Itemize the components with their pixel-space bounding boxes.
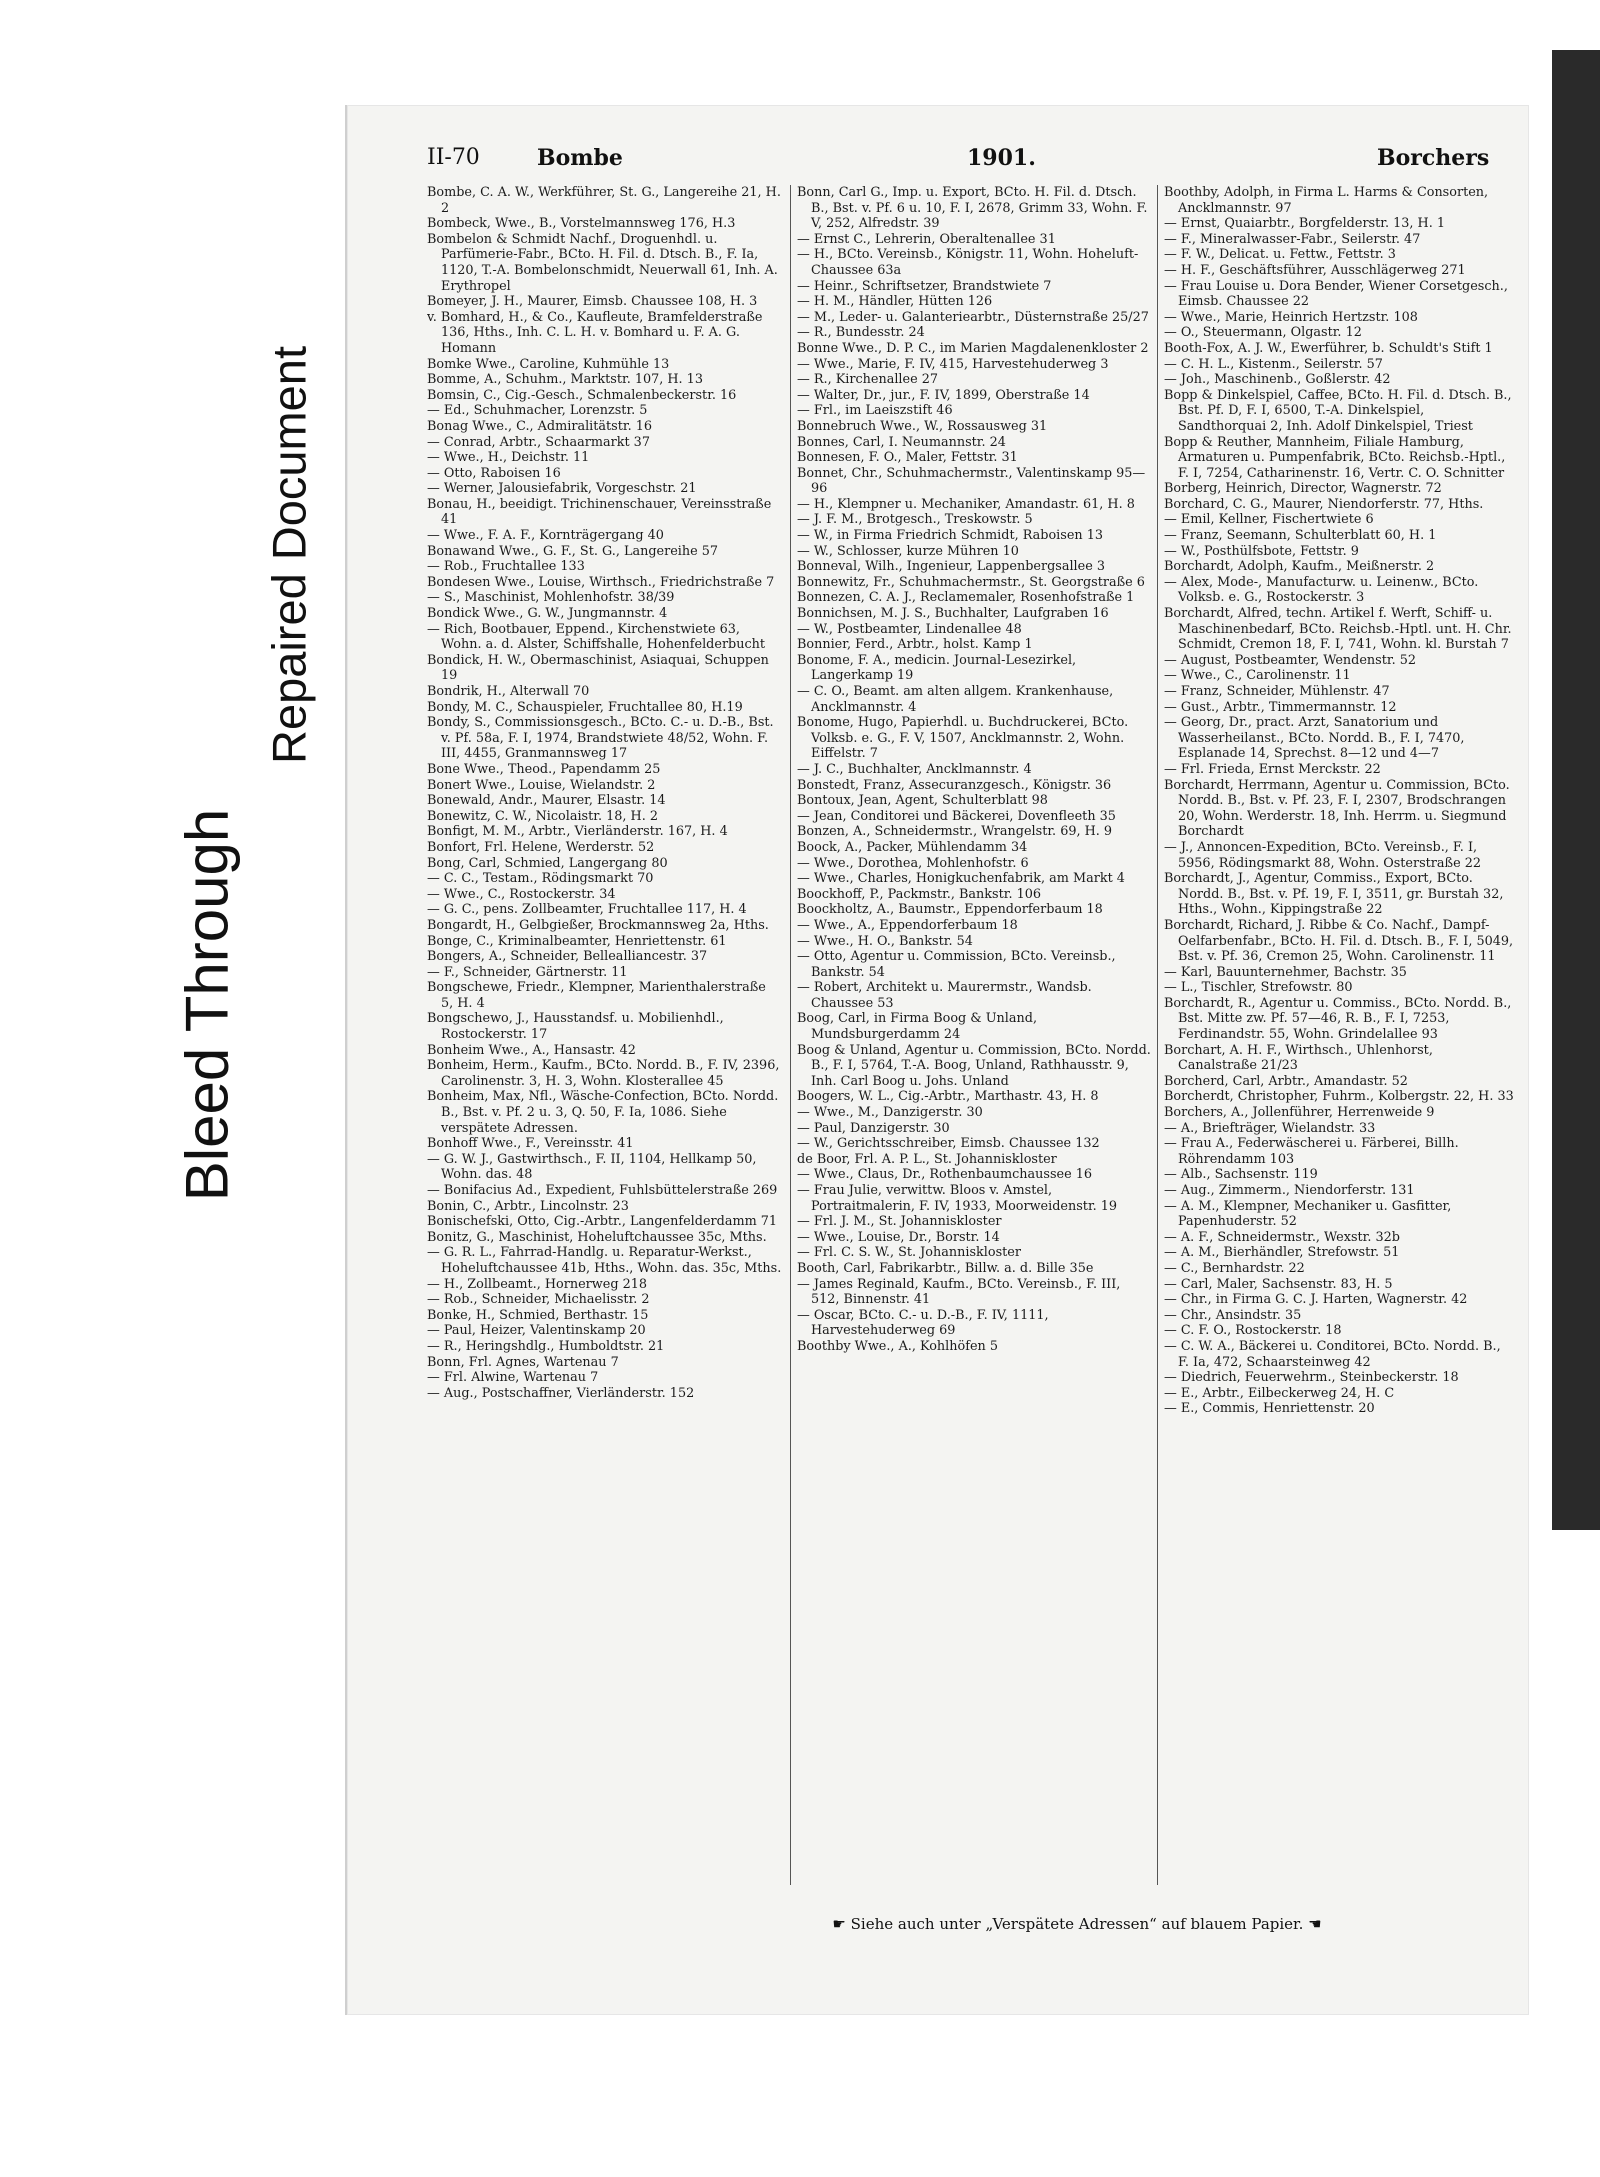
directory-entry: — Rob., Schneider, Michaelisstr. 2 (427, 1292, 650, 1308)
page-content (427, 145, 1514, 1975)
directory-entry: Bondick Wwe., G. W., Jungmannstr. 4 (427, 606, 668, 622)
directory-entry: — Rob., Fruchtallee 133 (427, 559, 585, 575)
directory-entry: — Alb., Sachsenstr. 119 (1164, 1167, 1318, 1183)
directory-entry: — L., Tischler, Strefowstr. 80 (1164, 980, 1353, 996)
directory-entry: Bonheim Wwe., A., Hansastr. 42 (427, 1042, 636, 1058)
directory-entry: — F. W., Delicat. u. Fettw., Fettstr. 3 (1164, 247, 1396, 263)
directory-entry: — A. F., Schneidermstr., Wexstr. 32b (1164, 1229, 1400, 1245)
directory-entry: — Werner, Jalousiefabrik, Vorgeschstr. 21 (427, 481, 697, 497)
directory-entry: — Wwe., H., Deichstr. 11 (427, 450, 590, 466)
directory-entry: — C., Bernhardstr. 22 (1164, 1260, 1305, 1276)
directory-entry: Boockholtz, A., Baumstr., Eppendorferbaum 18 (797, 902, 1103, 918)
directory-entry: Bonnebruch Wwe., W., Rossausweg 31 (797, 418, 1048, 434)
directory-entry: — Georg, Dr., pract. Arzt, Sanatorium und Wasserheilanst., BCto. Nordd. B., F. I, 7470, Esplanade 14, Sprechst. 8—12 und 4—7 (1164, 715, 1465, 762)
directory-entry: — Wwe., H. O., Bankstr. 54 (797, 933, 973, 949)
directory-entry: Bonstedt, Franz, Assecuranzgesch., Königstr. 36 (797, 777, 1112, 793)
directory-entry: Borchardt, Adolph, Kaufm., Meißnerstr. 2 (1164, 559, 1435, 575)
directory-entry: — F., Schneider, Gärtnerstr. 11 (427, 964, 628, 980)
directory-entry: — Paul, Danzigerstr. 30 (797, 1120, 950, 1136)
directory-entry: Bonitz, G., Maschinist, Hoheluftchaussee 35c, Mths. (427, 1229, 767, 1245)
directory-entry: Bonnewitz, Fr., Schuhmachermstr., St. Georgstraße 6 (797, 574, 1145, 590)
directory-entry: — C. F. O., Rostockerstr. 18 (1164, 1323, 1342, 1339)
directory-entry: Borchardt, R., Agentur u. Commiss., BCto. Nordd. B., Bst. Mitte zw. Pf. 57—46, R. B., F. I, 7253, Ferdinandstr. 55, Wohn. Grindelallee 93 (1164, 995, 1512, 1043)
directory-entry: — G. C., pens. Zollbeamter, Fruchtallee 117, H. 4 (427, 902, 747, 918)
bleed-through-label: Bleed Through (173, 808, 241, 1202)
directory-entry: Bondrik, H., Alterwall 70 (427, 684, 590, 699)
directory-entry: — Ernst C., Lehrerin, Oberaltenallee 31 (797, 231, 1056, 247)
directory-entry: — E., Arbtr., Eilbeckerweg 24, H. C (1164, 1385, 1395, 1401)
directory-entry: Borchardt, Alfred, techn. Artikel f. Werft, Schiff- u. Maschinenbedarf, BCto. Reichsb.-Hptl. unt. H. Chr. Schmidt, Cremon 18, F. I, 741, Wohn. kl. Burstah 7 (1164, 606, 1512, 653)
directory-entry: Bonheim, Herm., Kaufm., BCto. Nordd. B., F. IV, 2396, Carolinenstr. 3, H. 3, Wohn. Klosterallee 45 (427, 1058, 780, 1089)
directory-entry: Booth-Fox, A. J. W., Ewerführer, b. Schuldt's Stift 1 (1164, 340, 1493, 356)
directory-entry: — Franz, Seemann, Schulterblatt 60, H. 1 (1164, 528, 1437, 544)
directory-entry: Bonhoff Wwe., F., Vereinsstr. 41 (427, 1136, 634, 1152)
directory-entry: Bonnet, Chr., Schuhmachermstr., Valentinskamp 95—96 (797, 465, 1146, 497)
directory-entry: — Franz, Schneider, Mühlenstr. 47 (1164, 684, 1390, 699)
directory-entry: Bongardt, H., Gelbgießer, Brockmannsweg 2a, Hths. (427, 917, 769, 933)
directory-column-middle (790, 185, 1152, 1885)
directory-entry: — Wwe., Marie, F. IV, 415, Harvestehuderweg 3 (797, 356, 1109, 372)
directory-entry: Borchard, C. G., Maurer, Niendorferstr. 77, Hths. (1164, 496, 1484, 512)
directory-entry: Boothby, Adolph, in Firma L. Harms & Consorten, Ancklmannstr. 97 (1164, 185, 1489, 216)
directory-entry: Bonfort, Frl. Helene, Werderstr. 52 (427, 839, 655, 855)
repaired-document-label: Repaired Document (262, 346, 316, 764)
directory-entry: Borchardt, Richard, J. Ribbe & Co. Nachf., Dampf-Oelfarbenfabr., BCto. H. Fil. d. Dtsch. B., F. I, 5049, Bst. v. Pf. 36, Cremon 25, Wohn. Carolinenstr. 11 (1164, 917, 1514, 965)
directory-entry: Boogers, W. L., Cig.-Arbtr., Marthastr. 43, H. 8 (797, 1089, 1099, 1105)
directory-entry: — H., BCto. Vereinsb., Königstr. 11, Wohn. Hoheluft-Chaussee 63a (797, 247, 1139, 278)
header-left-catchword: Bombe (537, 145, 623, 171)
directory-entry: — Oscar, BCto. C.- u. D.-B., F. IV, 1111, Harvestehuderweg 69 (797, 1307, 1049, 1339)
directory-entry: — W., in Firma Friedrich Schmidt, Raboisen 13 (797, 528, 1104, 544)
directory-entry: Bone Wwe., Theod., Papendamm 25 (427, 761, 661, 777)
directory-entry: — Wwe., A., Eppendorferbaum 18 (797, 917, 1018, 933)
directory-entry: Borchardt, Herrmann, Agentur u. Commission, BCto. Nordd. B., Bst. v. Pf. 23, F. I, 2307, Brodschrangen 20, Wohn. Werderstr. 18, Inh. Herrm. u. Siegmund Borchardt (1164, 777, 1510, 840)
directory-entry: — F., Mineralwasser-Fabr., Seilerstr. 47 (1164, 231, 1421, 247)
directory-entry: — Frau Julie, verwittw. Bloos v. Amstel, Portraitmalerin, F. IV, 1933, Moorweidenstr. 19 (797, 1183, 1118, 1214)
directory-entry: — C. H. L., Kistenm., Seilerstr. 57 (1164, 356, 1383, 372)
directory-column-right (1157, 185, 1514, 1885)
directory-entry: — Frl., im Laeiszstift 46 (797, 403, 953, 419)
directory-entry: — Otto, Agentur u. Commission, BCto. Vereinsb., Bankstr. 54 (797, 949, 1116, 980)
directory-entry: — Ernst, Quaiarbtr., Borgfelderstr. 13, H. 1 (1164, 216, 1445, 232)
directory-entry: Bontoux, Jean, Agent, Schulterblatt 98 (797, 793, 1048, 809)
directory-entry: Bonag Wwe., C., Admiralitätstr. 16 (427, 418, 653, 434)
directory-entry: Bonischefski, Otto, Cig.-Arbtr., Langenfelderdamm 71 (427, 1214, 778, 1230)
directory-entry: Bonn, Carl G., Imp. u. Export, BCto. H. Fil. d. Dtsch. B., Bst. v. Pf. 6 u. 10, F. I, 2678, Grimm 33, Wohn. F. V, 252, Alfredstr. 39 (797, 185, 1148, 232)
directory-entry: Bonin, C., Arbtr., Lincolnstr. 23 (427, 1198, 629, 1214)
directory-entry: Boock, A., Packer, Mühlendamm 34 (797, 839, 1028, 855)
directory-entry: Borchardt, J., Agentur, Commiss., Export, BCto. Nordd. B., Bst. v. Pf. 19, F. I, 3511, gr. Burstah 32, Hths., Wohn., Kippingstraße 22 (1164, 871, 1504, 918)
directory-entry: — Alex, Mode-, Manufacturw. u. Leinenw., BCto. Volksb. e. G., Rostockerstr. 3 (1164, 574, 1479, 606)
directory-entry: Borchart, A. H. F., Wirthsch., Uhlenhorst, Canalstraße 21/23 (1164, 1042, 1433, 1074)
directory-entry: Bonnezen, C. A. J., Reclamemaler, Rosenhofstraße 1 (797, 590, 1135, 606)
directory-entry: Bongschewe, Friedr., Klempner, Marienthalerstraße 5, H. 4 (427, 980, 766, 1011)
directory-entry: Bonneval, Wilh., Ingenieur, Lappenbergsallee 3 (797, 559, 1106, 575)
directory-entry: Bombe, C. A. W., Werkführer, St. G., Langereihe 21, H. 2 (427, 185, 781, 216)
directory-entry: — Frau A., Federwäscherei u. Färberei, Billh. Röhrendamm 103 (1164, 1136, 1459, 1167)
directory-entry: — Wwe., C., Carolinenstr. 11 (1164, 668, 1351, 684)
page-number: II-70 (427, 145, 480, 170)
directory-entry: — Frl. C. S. W., St. Johanniskloster (797, 1245, 1021, 1261)
directory-entry: — A. M., Klempner, Mechaniker u. Gasfitter, Papenhuderstr. 52 (1164, 1198, 1452, 1230)
directory-entry: — Wwe., Dorothea, Mohlenhofstr. 6 (797, 855, 1029, 871)
directory-column-left (427, 185, 782, 1885)
directory-entry: — Frl. Alwine, Wartenau 7 (427, 1370, 599, 1386)
directory-entry: — Diedrich, Feuerwehrm., Steinbeckerstr. 18 (1164, 1370, 1459, 1386)
directory-entry: — C. C., Testam., Rödingsmarkt 70 (427, 871, 654, 887)
directory-entry: Bongschewo, J., Hausstandsf. u. Mobilienhdl., Rostockerstr. 17 (427, 1011, 724, 1043)
directory-entry: Bonnichsen, M. J. S., Buchhalter, Laufgraben 16 (797, 606, 1109, 622)
directory-entry: — Chr., Ansindstr. 35 (1164, 1307, 1302, 1323)
directory-entry: — Wwe., Louise, Dr., Borstr. 14 (797, 1229, 1000, 1245)
directory-entry: — R., Kirchenallee 27 (797, 372, 939, 388)
directory-entry: — H. M., Händler, Hütten 126 (797, 294, 993, 310)
directory-entry: Booth, Carl, Fabrikarbtr., Billw. a. d. Bille 35e (797, 1260, 1094, 1276)
directory-entry: — H., Klempner u. Mechaniker, Amandastr. 61, H. 8 (797, 496, 1135, 512)
directory-entry: Bongers, A., Schneider, Bellealliancestr. 37 (427, 949, 708, 965)
directory-entry: — W., Postbeamter, Lindenallee 48 (797, 621, 1022, 637)
directory-entry: — Gust., Arbtr., Timmermannstr. 12 (1164, 699, 1397, 715)
directory-entry: — S., Maschinist, Mohlenhofstr. 38/39 (427, 590, 675, 606)
scan-dark-edge (1552, 50, 1600, 1530)
directory-entry: — Heinr., Schriftsetzer, Brandstwiete 7 (797, 278, 1052, 294)
directory-entry: Bonn, Frl. Agnes, Wartenau 7 (427, 1354, 619, 1370)
directory-entry: — H., Zollbeamt., Hornerweg 218 (427, 1276, 648, 1292)
directory-entry: Bonome, Hugo, Papierhdl. u. Buchdruckerei, BCto. Volksb. e. G., F. V, 1507, Ancklmannstr. 2, Wohn. Eiffelstr. 7 (797, 715, 1129, 762)
directory-entry: Bomme, A., Schuhm., Marktstr. 107, H. 13 (427, 372, 703, 388)
directory-entry: Bomeyer, J. H., Maurer, Eimsb. Chaussee 108, H. 3 (427, 294, 758, 310)
directory-entry: — Frau Louise u. Dora Bender, Wiener Corsetgesch., Eimsb. Chaussee 22 (1164, 278, 1508, 310)
directory-entry: Bonnier, Ferd., Arbtr., holst. Kamp 1 (797, 637, 1033, 653)
directory-entry: — C. W. A., Bäckerei u. Conditorei, BCto. Nordd. B., F. Ia, 472, Schaarsteinweg 42 (1164, 1338, 1501, 1370)
directory-entry: — J. C., Buchhalter, Ancklmannstr. 4 (797, 761, 1032, 777)
directory-entry: Boockhoff, P., Packmstr., Bankstr. 106 (797, 886, 1042, 902)
directory-entry: Bondy, S., Commissionsgesch., BCto. C.- u. D.-B., Bst. v. Pf. 58a, F. I, 1974, Brandstwiete 48/52, Wohn. F. III, 4455, Granmannsweg 17 (427, 715, 774, 762)
directory-entry: — Rich, Bootbauer, Eppend., Kirchenstwiete 63, Wohn. a. d. Alster, Schiffshalle, Hohenfelderbucht (427, 621, 766, 653)
directory-entry: Bonke, H., Schmied, Berthastr. 15 (427, 1307, 649, 1323)
directory-entry: — Ed., Schuhmacher, Lorenzstr. 5 (427, 403, 648, 419)
directory-entry: Bonome, F. A., medicin. Journal-Lesezirkel, Langerkamp 19 (797, 652, 1077, 684)
directory-entry: — Robert, Architekt u. Maurermstr., Wandsb. Chaussee 53 (797, 980, 1092, 1011)
directory-entry: Boog & Unland, Agentur u. Commission, BCto. Nordd. B., F. I, 5764, T.-A. Boog, Unland, Rathhausstr. 9, Inh. Carl Boog u. Johs. Unland (797, 1042, 1151, 1089)
directory-entry: — O., Steuermann, Olgastr. 12 (1164, 325, 1362, 341)
directory-entry: Bomke Wwe., Caroline, Kuhmühle 13 (427, 356, 670, 372)
directory-entry: — Otto, Raboisen 16 (427, 465, 561, 481)
directory-entry: Bong, Carl, Schmied, Langergang 80 (427, 855, 668, 871)
directory-entry: Boog, Carl, in Firma Boog & Unland, Mundsburgerdamm 24 (797, 1011, 1038, 1043)
directory-entry: — Bonifacius Ad., Expedient, Fuhlsbüttelerstraße 269 (427, 1183, 778, 1198)
directory-entry: Bondy, M. C., Schauspieler, Fruchtallee 80, H.19 (427, 699, 743, 715)
directory-entry: — H. F., Geschäftsführer, Ausschlägerweg 271 (1164, 262, 1466, 278)
directory-entry: — Wwe., Marie, Heinrich Hertzstr. 108 (1164, 309, 1418, 325)
directory-entry: Bonawand Wwe., G. F., St. G., Langereihe 57 (427, 543, 719, 559)
directory-entry: — Joh., Maschinenb., Goßlerstr. 42 (1164, 372, 1391, 388)
directory-entry: — A., Briefträger, Wielandstr. 33 (1164, 1120, 1376, 1136)
directory-entry: Bonnesen, F. O., Maler, Fettstr. 31 (797, 450, 1018, 466)
directory-entry: — J. F. M., Brotgesch., Treskowstr. 5 (797, 512, 1033, 528)
directory-entry: v. Bomhard, H., & Co., Kaufleute, Bramfelderstraße 136, Hths., Inh. C. L. H. v. Bomhard u. F. A. G. Homann (427, 309, 763, 356)
directory-entry: — Paul, Heizer, Valentinskamp 20 (427, 1323, 646, 1339)
page-header (427, 145, 1507, 183)
directory-entry: Bonge, C., Kriminalbeamter, Henriettenstr. 61 (427, 933, 727, 949)
directory-entry: Boothby Wwe., A., Kohlhöfen 5 (797, 1338, 998, 1354)
directory-entry: Bopp & Dinkelspiel, Caffee, BCto. H. Fil. d. Dtsch. B., Bst. Pf. D, F. I, 6500, T.-A. Dinkelspiel, Sandthorquai 2, Inh. Adolf Dinkelspiel, Triest (1164, 387, 1512, 434)
directory-entry: — Carl, Maler, Sachsenstr. 83, H. 5 (1164, 1276, 1393, 1292)
directory-entry: Bondesen Wwe., Louise, Wirthsch., Friedrichstraße 7 (427, 574, 775, 590)
header-year: 1901. (967, 145, 1036, 171)
directory-entry: Bonau, H., beeidigt. Trichinenschauer, Vereinsstraße 41 (427, 496, 772, 528)
directory-entry: — Wwe., F. A. F., Kornträgergang 40 (427, 528, 664, 544)
directory-entry: — Frl. J. M., St. Johanniskloster (797, 1214, 1002, 1230)
directory-entry: Bombelon & Schmidt Nachf., Droguenhdl. u. Parfümerie-Fabr., BCto. H. Fil. d. Dtsch. B., F. Ia, 1120, T.-A. Bombelonschmidt, Neuerwall 61, Inh. A. Erythropel (427, 231, 778, 294)
directory-entry: — R., Heringshdlg., Humboldtstr. 21 (427, 1338, 665, 1354)
directory-entry: Bonne Wwe., D. P. C., im Marien Magdalenenkloster 2 (797, 340, 1149, 356)
directory-entry: — Aug., Postschaffner, Vierländerstr. 152 (427, 1385, 695, 1401)
directory-entry: Borchers, A., Jollenführer, Herrenweide 9 (1164, 1105, 1435, 1121)
directory-entry: — E., Commis, Henriettenstr. 20 (1164, 1401, 1375, 1417)
directory-entry: — W., Posthülfsbote, Fettstr. 9 (1164, 543, 1359, 559)
directory-entry: — Wwe., Charles, Honigkuchenfabrik, am Markt 4 (797, 871, 1125, 887)
scanned-page (345, 105, 1529, 2015)
directory-entry: Bonheim, Max, Nfl., Wäsche-Confection, BCto. Nordd. B., Bst. v. Pf. 2 u. 3, Q. 50, F. Ia, 1086. Siehe verspätete Adressen. (427, 1089, 779, 1136)
directory-entry: — Wwe., Claus, Dr., Rothenbaumchaussee 16 (797, 1167, 1093, 1183)
directory-entry: Bonzen, A., Schneidermstr., Wrangelstr. 69, H. 9 (797, 824, 1113, 840)
directory-entry: — Frl. Frieda, Ernst Merckstr. 22 (1164, 761, 1381, 777)
directory-entry: Bopp & Reuther, Mannheim, Filiale Hamburg, Armaturen u. Pumpenfabrik, BCto. Reichsb.-Hptl., F. I, 7254, Catharinenstr. 16, Vertr. C. O. Schnitter (1164, 434, 1506, 481)
directory-entry: — Jean, Conditorei und Bäckerei, Dovenfleeth 35 (797, 808, 1116, 824)
directory-entry: Bonnes, Carl, I. Neumannstr. 24 (797, 434, 1006, 450)
directory-entry: — Emil, Kellner, Fischertwiete 6 (1164, 512, 1374, 528)
directory-entry: — A. M., Bierhändler, Strefowstr. 51 (1164, 1245, 1400, 1261)
directory-entry: Borcherdt, Christopher, Fuhrm., Kolbergstr. 22, H. 33 (1164, 1089, 1514, 1105)
directory-entry: — Aug., Zimmerm., Niendorferstr. 131 (1164, 1183, 1415, 1198)
directory-entry: de Boor, Frl. A. P. L., St. Johanniskloster (797, 1151, 1057, 1167)
side-label-panel (150, 240, 340, 1470)
directory-entry: Bonfigt, M. M., Arbtr., Vierländerstr. 167, H. 4 (427, 824, 728, 840)
header-right-catchword: Borchers (1377, 145, 1490, 171)
directory-entry: Borberg, Heinrich, Director, Wagnerstr. 72 (1164, 481, 1442, 497)
directory-entry: — Chr., in Firma G. C. J. Harten, Wagnerstr. 42 (1164, 1292, 1468, 1308)
directory-entry: — R., Bundesstr. 24 (797, 325, 925, 341)
directory-entry: — Wwe., C., Rostockerstr. 34 (427, 886, 616, 902)
directory-entry: — Conrad, Arbtr., Schaarmarkt 37 (427, 434, 650, 450)
directory-entry: — W., Schlosser, kurze Mühren 10 (797, 543, 1019, 559)
directory-entry: — W., Gerichtsschreiber, Eimsb. Chaussee 132 (797, 1136, 1100, 1152)
directory-entry: Bonewitz, C. W., Nicolaistr. 18, H. 2 (427, 808, 658, 824)
directory-entry: — James Reginald, Kaufm., BCto. Vereinsb., F. III, 512, Binnenstr. 41 (797, 1276, 1121, 1308)
directory-entry: Bonert Wwe., Louise, Wielandstr. 2 (427, 777, 656, 793)
directory-entry: — Karl, Bauunternehmer, Bachstr. 35 (1164, 964, 1407, 980)
directory-entry: — G. W. J., Gastwirthsch., F. II, 1104, Hellkamp 50, Wohn. das. 48 (427, 1151, 757, 1183)
directory-entry: — Walter, Dr., jur., F. IV, 1899, Oberstraße 14 (797, 387, 1090, 403)
directory-entry: — M., Leder- u. Galanteriearbtr., Düsternstraße 25/27 (797, 309, 1149, 325)
directory-entry: Bombeck, Wwe., B., Vorstelmannsweg 176, H.3 (427, 216, 736, 232)
directory-entry: — Wwe., M., Danzigerstr. 30 (797, 1105, 983, 1121)
directory-entry: — August, Postbeamter, Wendenstr. 52 (1164, 652, 1416, 668)
directory-entry: Bonewald, Andr., Maurer, Elsastr. 14 (427, 793, 666, 809)
directory-entry: — C. O., Beamt. am alten allgem. Krankenhause, Ancklmannstr. 4 (797, 684, 1114, 715)
directory-entry: Bondick, H. W., Obermaschinist, Asiaquai, Schuppen 19 (427, 652, 769, 684)
directory-entry: Bomsin, C., Cig.-Gesch., Schmalenbeckerstr. 16 (427, 387, 737, 403)
directory-entry: — J., Annoncen-Expedition, BCto. Vereinsb., F. I, 5956, Rödingsmarkt 88, Wohn. Osterstraße 22 (1164, 839, 1482, 871)
footer-note: ☛ Siehe auch unter „Verspätete Adressen“ auf blauem Papier. ☚ (832, 1915, 1322, 1933)
directory-entry: Borcherd, Carl, Arbtr., Amandastr. 52 (1164, 1073, 1408, 1089)
directory-entry: — G. R. L., Fahrrad-Handlg. u. Reparatur-Werkst., Hoheluftchaussee 41b, Hths., Wohn. das. 35c, Mths. (427, 1245, 782, 1276)
